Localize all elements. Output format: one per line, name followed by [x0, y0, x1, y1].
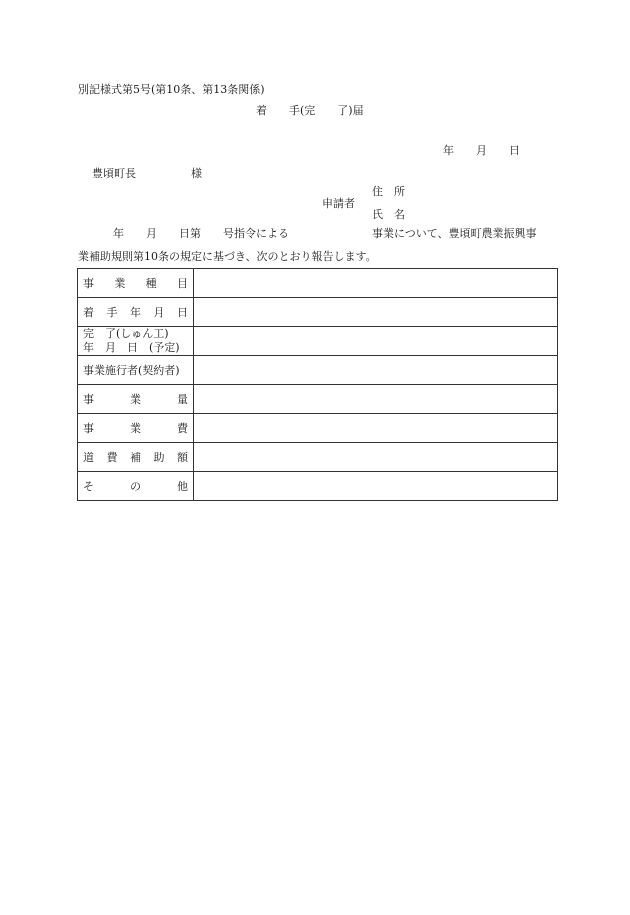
table-row	[78, 269, 558, 298]
value-cell-chakushu-date[interactable]	[194, 298, 558, 327]
label-char: 助	[153, 451, 165, 464]
body-text-line2: 業補助規則第10条の規定に基づき、次のとおり報告します。	[78, 250, 377, 263]
label-char: 手	[106, 306, 118, 319]
label-char: 量	[177, 393, 188, 406]
row-label-jigyou-shumoku	[78, 269, 194, 298]
table-row	[78, 327, 558, 356]
applicant-address-label: 住 所	[372, 185, 405, 198]
table-row	[78, 414, 558, 443]
date-line: 年 月 日	[443, 144, 520, 157]
value-cell-jigyou-hi[interactable]	[194, 414, 558, 443]
applicant-label: 申請者	[322, 197, 355, 210]
table-row	[78, 385, 558, 414]
table-row	[78, 472, 558, 501]
label-char: の	[130, 480, 141, 493]
label-char: 道	[83, 451, 94, 464]
report-table	[77, 268, 558, 501]
row-label-chakushu-date	[78, 298, 194, 327]
label-char: 日	[177, 306, 188, 319]
row-label-kanryou-date	[78, 327, 194, 356]
label-char: 業	[114, 277, 126, 290]
applicant-name-label: 氏 名	[372, 208, 405, 221]
body-text-line1-left: 年 月 日第 号指令による	[113, 227, 289, 240]
row-label-jigyou-hi	[78, 414, 194, 443]
row-label-jigyou-shikousha	[78, 356, 194, 385]
label-text: 事業施行者(契約者)	[83, 364, 180, 377]
label-char: 事	[83, 422, 94, 435]
table-row	[78, 356, 558, 385]
row-label-dohi-hojogaku	[78, 443, 194, 472]
label-char: そ	[83, 480, 94, 493]
label-char: 費	[177, 422, 188, 435]
label-char: 着	[83, 306, 94, 319]
label-char: 事	[83, 393, 94, 406]
value-cell-jigyou-shikousha[interactable]	[194, 356, 558, 385]
value-cell-jigyou-shumoku[interactable]	[194, 269, 558, 298]
document-title: 着 手(完 了)届	[256, 104, 364, 117]
label-char: 事	[83, 277, 94, 290]
label-char: 年	[130, 306, 141, 319]
label-char: 業	[130, 422, 141, 435]
table-row	[78, 443, 558, 472]
table-row	[78, 298, 558, 327]
label-char: 額	[177, 451, 188, 464]
value-cell-jigyou-ryou[interactable]	[194, 385, 558, 414]
label-line: 年 月 日 (予定)	[83, 341, 180, 354]
label-char: 他	[177, 480, 188, 493]
row-label-jigyou-ryou	[78, 385, 194, 414]
form-number: 別記様式第5号(第10条、第13条関係)	[78, 83, 265, 96]
row-label-sonota	[78, 472, 194, 501]
label-char: 費	[106, 451, 118, 464]
label-char: 種	[145, 277, 157, 290]
label-line: 完 了(しゅん工)	[83, 327, 169, 340]
label-char: 業	[130, 393, 141, 406]
body-text-line1-right: 事業について、豊頃町農業振興事	[372, 227, 537, 240]
value-cell-sonota[interactable]	[194, 472, 558, 501]
label-char: 補	[130, 451, 141, 464]
label-char: 目	[176, 277, 188, 290]
addressee: 豊頃町長 様	[92, 167, 202, 180]
label-char: 月	[153, 306, 165, 319]
value-cell-kanryou-date[interactable]	[194, 327, 558, 356]
value-cell-dohi-hojogaku[interactable]	[194, 443, 558, 472]
